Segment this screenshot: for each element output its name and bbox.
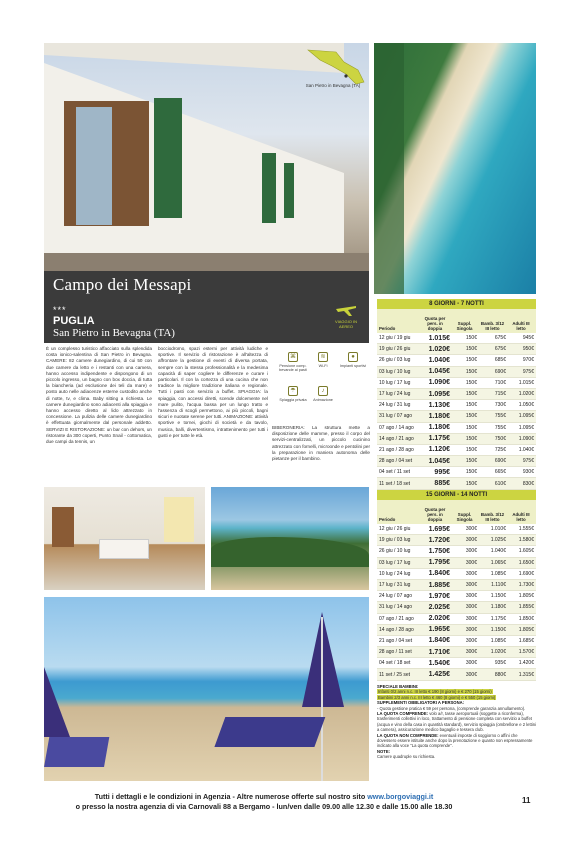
price-cell: 1.095€ [518,413,534,420]
price-cell: 1.090€ [518,435,534,442]
price-cell: 1.085€ [490,637,506,644]
price-cell: 1.015€ [518,379,534,386]
beach-umbrellas-photo [44,597,369,781]
price-cell: 1.120€ [428,446,450,454]
table-row [377,647,536,658]
price-cell: 2.020€ [428,615,450,623]
price-cell: 1.050€ [518,402,534,409]
price-cell: 150€ [465,391,477,398]
period-cell: 04 set / 11 set [379,469,411,476]
period-cell: 21 ago / 28 ago [379,446,414,453]
period-cell: 11 set / 18 set [379,480,411,487]
period-cell: 10 lug / 17 lug [379,379,411,386]
period-cell: 03 lug / 10 lug [379,368,411,375]
table-header: Periodo Quota per pers. in doppia Suppl. Singola Bamb. 3/12 III letto Adulti III letto [377,500,536,524]
price-cell: 1.065€ [490,559,506,566]
table-row [377,569,536,580]
price-cell: 300€ [465,593,477,600]
special-infants: Infanti 0/2 anni n.c. III letto € 190 (8 giorni) e € 270 (15 giorni) [378,689,492,695]
price-cell: 1.040€ [428,356,450,364]
price-cell: 725€ [494,446,506,453]
table-row [377,580,536,591]
price-cell: 750€ [494,435,506,442]
price-cell: 1.970€ [428,592,450,600]
period-cell: 17 lug / 24 lug [379,391,411,398]
price-cell: 150€ [465,379,477,386]
price-cell: 300€ [465,660,477,667]
wifi-icon: ≋ [318,352,328,362]
price-cell: 1.130€ [428,401,450,409]
price-cell: 150€ [465,458,477,465]
pension-icon: ⌘ [290,354,296,360]
table-row [377,344,536,355]
supplements-text: - Quota gestione pratica € 59 per persona, (comprende garanzia annullamento). [377,705,526,711]
period-cell: 17 lug / 31 lug [379,582,411,589]
price-cell: 1.650€ [518,559,534,566]
price-cell: 1.090€ [428,379,450,387]
price-cell: 830€ [522,480,534,487]
price-cell: 150€ [465,368,477,375]
price-cell: 1.180€ [428,424,450,432]
table-row [377,355,536,366]
price-cell: 1.020€ [490,649,506,656]
price-cell: 1.695€ [428,525,450,533]
includes-text: volo a/r, tasse aeroportuali (soggette a riconferma), trasferimenti collettivi in loco, trattamento di pensione completa con servizio a buffet (acqua e vino della casa in quantità standard), servizio spiaggia (ombrellone e 2 lettini a camera), assicurazione medico bagaglio e tessera club. [377,711,536,733]
price-cell: 300€ [465,626,477,633]
table-header: Periodo Quota per pers. in doppia Suppl. Singola Bamb. 3/12 III letto Adulti III letto [377,309,536,333]
price-cell: 730€ [494,402,506,409]
beach-icon: ☂ [288,386,298,396]
price-cell: 1.020€ [518,391,534,398]
price-cell: 300€ [465,570,477,577]
includes-title: LA QUOTA COMPRENDE: [377,711,429,717]
price-cell: 885€ [434,480,450,488]
price-cell: 300€ [465,537,477,544]
period-cell: 14 ago / 28 ago [379,626,414,633]
excludes-title: LA QUOTA NON COMPRENDE: [377,732,439,738]
price-cell: 1.605€ [518,548,534,555]
price-cell: 1.045€ [428,368,450,376]
price-cell: 300€ [465,671,477,678]
price-cell: 995€ [434,468,450,476]
price-cell: 1.045€ [428,457,450,465]
period-cell: 10 lug / 24 lug [379,570,411,577]
price-cell: 1.570€ [518,649,534,656]
price-cell: 1.720€ [428,536,450,544]
table-row [377,658,536,669]
table-row [377,423,536,434]
period-cell: 31 lug / 14 ago [379,604,413,611]
notes-title: NOTE: [377,748,391,754]
price-cell: 710€ [494,379,506,386]
price-cell: 975€ [522,368,534,375]
price-cell: 1.175€ [490,615,506,622]
price-cell: 1.885€ [428,581,450,589]
price-cell: 150€ [465,435,477,442]
price-table-15-days [377,490,536,681]
price-cell: 1.555€ [518,526,534,533]
table-row [377,614,536,625]
price-cell: 1.690€ [518,570,534,577]
price-cell: 1.150€ [490,593,506,600]
period-cell: 19 giu / 26 giu [379,346,411,353]
price-notes [377,684,536,760]
supplements-title: SUPPLEMENTI OBBLIGATORI A PERSONA: [377,700,465,706]
period-cell: 14 ago / 21 ago [379,435,414,442]
price-cell: 755€ [494,413,506,420]
price-cell: 1.730€ [518,582,534,589]
transport-label: VIAGGIO IN AEREO [334,319,357,329]
price-cell: 1.850€ [518,615,534,622]
table-row [377,546,536,557]
price-cell: 150€ [465,480,477,487]
service-animation: ♪ Animazione [313,388,333,402]
price-cell: 1.085€ [490,570,506,577]
service-pension: ⌘ Pensione comp. bevande ai pasti [279,354,307,373]
table-row [377,389,536,400]
period-cell: 26 giu / 10 lug [379,548,411,555]
price-cell: 950€ [522,346,534,353]
price-cell: 300€ [465,615,477,622]
table-row [377,625,536,636]
price-cell: 300€ [465,604,477,611]
hotel-title-bar [44,271,369,343]
price-cell: 1.015€ [428,334,450,342]
price-cell: 675€ [494,346,506,353]
table-row [377,591,536,602]
price-cell: 1.965€ [428,626,450,634]
hotel-name: Campo dei Messapi [53,275,192,294]
table-title: 8 GIORNI - 7 NOTTI [377,299,536,309]
price-cell: 150€ [465,413,477,420]
price-cell: 970€ [522,357,534,364]
price-cell: 930€ [522,469,534,476]
price-cell: 755€ [494,424,506,431]
period-cell: 21 ago / 04 set [379,637,413,644]
price-cell: 150€ [465,469,477,476]
table-row [377,636,536,647]
price-cell: 1.805€ [518,626,534,633]
price-cell: 150€ [465,424,477,431]
table-row [377,411,536,422]
price-cell: 1.040€ [518,446,534,453]
price-cell: 300€ [465,637,477,644]
price-cell: 1.040€ [490,548,506,555]
period-cell: 07 ago / 14 ago [379,424,414,431]
price-cell: 1.095€ [518,424,534,431]
price-cell: 1.805€ [518,593,534,600]
price-cell: 1.840€ [428,637,450,645]
service-wifi: ≋ Wi-Fi [318,354,328,368]
special-children: Bambini 2/3 anni n.c. III letto € 460 (8 giorni) e € 550 (15 giorni) [378,694,496,700]
table-title: 15 GIORNI - 14 NOTTI [377,490,536,500]
table-row [377,400,536,411]
price-cell: 300€ [465,526,477,533]
table-row [377,445,536,456]
period-cell: 07 ago / 21 ago [379,615,414,622]
map-caption: San Pietro in Bevagna (TA) [305,83,361,88]
price-cell: 690€ [494,458,506,465]
service-sports: ● Impianti sportivi [339,354,367,368]
price-cell: 1.025€ [490,537,506,544]
airplane-icon [334,300,358,318]
sports-icon: ● [348,352,358,362]
price-cell: 690€ [494,368,506,375]
price-cell: 1.420€ [518,660,534,667]
price-cell: 150€ [465,402,477,409]
animation-icon: ♪ [318,386,328,396]
table-row [377,669,536,680]
page-number: 11 [522,796,531,805]
period-cell: 11 set / 25 set [379,671,411,678]
table-row [377,333,536,344]
price-cell: 1.150€ [490,626,506,633]
price-cell: 150€ [465,335,477,342]
price-cell: 150€ [465,346,477,353]
table-row [377,478,536,489]
table-row [377,378,536,389]
price-cell: 1.840€ [428,570,450,578]
price-cell: 1.540€ [428,659,450,667]
price-cell: 675€ [494,335,506,342]
price-cell: 685€ [494,357,506,364]
table-row [377,367,536,378]
agency-address: o presso la nostra agenzia di via Carnovali 88 a Bergamo - lun/ven dalle 09.00 alle 12.30 e dalle 15.00 alle 18.30 [75,802,453,811]
price-cell: 1.095€ [428,390,450,398]
price-cell: 150€ [465,357,477,364]
period-cell: 03 lug / 17 lug [379,559,411,566]
price-cell: 300€ [465,559,477,566]
description-column-1: È un complesso turistico affacciato sulla splendida costa ionico-salentina di San Pietro in Bevagna. CAMERE: 82 camere dunegiardino, di cui 50 con due camere da letto e i restanti con una camera, hanno accesso indipendente e dispongono di un piccolo ingresso, un bagno con box doccia, di tutta la biancheria (ad esclusione dei teli da mare) e posto auto nelle adiacenze esterne custodito anche di notte, tv, e clima. Baby sitting a richiesta. Le camere dunegiardino sono adiacenti alla spiaggia e hanno accesso diretto al lido attrezzato in concessione. La pulizia delle camere dunegiardino è effettuata giornalmente dal personale addetto. SERVIZI E RISTORAZIONE: un bar con dehors, un ristorante da 300 coperti, Punto Snail - cottomatica, due campi da tennis, un [46,346,152,445]
period-cell: 31 lug / 07 ago [379,413,413,420]
hotel-town: San Pietro in Bevagna (TA) [53,327,175,339]
notes-text: Camere quadruple su richiesta. [377,754,436,760]
description-column-2: bocciodromo, spazi esterni per attività ludiche e sportive. Il servizio di ristorazione è all'altezza di affrontare la gestione di eventi di diversa portata, sempre con la stessa professionalità e la medesima capacità di saper cogliere le differenze e curare i particolari. Il con la cortezza di una cucina che non tradisce la migliore tradizione italiana e regionale. Tutti i pasti con servizio a buffet. SPIAGGIA: la spiaggia, con accessi diretti, scende dolcemente nel mare pulito, l'acqua bassa per un lungo tratto e l'assenza di scogli permettono, ai più piccoli, bagni sicuri e nuotate serene per tutti. ANIMAZIONE: attività sportive e tornei, giochi di società e da tavolo, musica, balli, divertentismo, intrattenimento per tutti i gusti e per tutte le età. [158,346,268,438]
price-cell: 300€ [465,649,477,656]
table-row [377,456,536,467]
website-link[interactable]: www.borgoviaggi.it [367,792,434,801]
price-cell: 945€ [522,335,534,342]
price-cell: 1.580€ [518,537,534,544]
period-cell: 26 giu / 03 lug [379,357,411,364]
price-cell: 300€ [465,582,477,589]
price-cell: 935€ [494,660,506,667]
price-cell: 975€ [522,458,534,465]
period-cell: 24 lug / 31 lug [379,402,411,409]
price-cell: 1.750€ [428,547,450,555]
table-row [377,434,536,445]
price-cell: 300€ [465,548,477,555]
umbrella-illustration [44,597,369,781]
price-cell: 1.110€ [491,582,506,589]
price-cell: 1.425€ [428,671,450,679]
special-children-title: SPECIALE BAMBINI: [377,684,419,689]
table-row [377,467,536,478]
table-row [377,558,536,569]
hotel-stars: *** [53,305,67,315]
coast-aerial-photo [374,43,536,294]
description-column-3: BIBERONERIA: La struttura mette a disposizione delle mamme, presso il corpo del servizi-centralizzati, un piccolo cucinino attrezzato con fornelli, microonde e pentolini per la preparazione in maniera autonoma delle pietanze per il bambino. [272,425,370,462]
period-cell: 24 lug / 07 ago [379,593,413,600]
price-cell: 1.010€ [490,526,506,533]
price-cell: 1.710€ [428,648,450,656]
price-cell: 715€ [494,391,506,398]
services-icons [278,348,370,418]
period-cell: 12 giu / 26 giu [379,526,411,533]
price-cell: 150€ [465,446,477,453]
period-cell: 04 set / 18 set [379,660,411,667]
period-cell: 28 ago / 11 set [379,649,412,656]
hotel-region: PUGLIA [53,315,95,327]
price-cell: 610€ [494,480,506,487]
period-cell: 28 ago / 04 set [379,458,413,465]
table-row [377,524,536,535]
price-table-8-days [377,299,536,490]
table-row [377,535,536,546]
price-cell: 1.795€ [428,559,450,567]
price-cell: 1.180€ [490,604,506,611]
dunes-photo [211,487,369,590]
price-cell: 880€ [494,671,506,678]
page-footer: Tutti i dettagli e le condizioni in Agenzia - Altre numerose offerte sul nostro sito www.borgoviaggi.it o presso la nostra agenzia di via Carnovali 88 a Bergamo - lun/ven dalle 09.00 alle 12.30 e dalle 15.00 alle 18.30 [44,792,484,812]
excludes-text: eventuali imposte di soggiorno o affini che dovessero essere istituite anche dopo la prenotazione e quanto non espressamente indicato alla voce "La quota comprende". [377,732,533,749]
price-cell: 1.855€ [518,604,534,611]
price-cell: 1.020€ [428,345,450,353]
service-beach: ☂ Spiaggia privata [279,388,307,402]
price-cell: 1.180€ [428,412,450,420]
transport-badge [330,300,362,340]
price-cell: 1.315€ [518,671,534,678]
period-cell: 12 giu / 19 giu [379,335,411,342]
period-cell: 19 giu / 03 lug [379,537,411,544]
price-cell: 665€ [494,469,506,476]
price-cell: 2.025€ [428,603,450,611]
table-row [377,602,536,613]
price-cell: 1.175€ [428,435,450,443]
room-photo [44,487,205,590]
price-cell: 1.685€ [518,637,534,644]
